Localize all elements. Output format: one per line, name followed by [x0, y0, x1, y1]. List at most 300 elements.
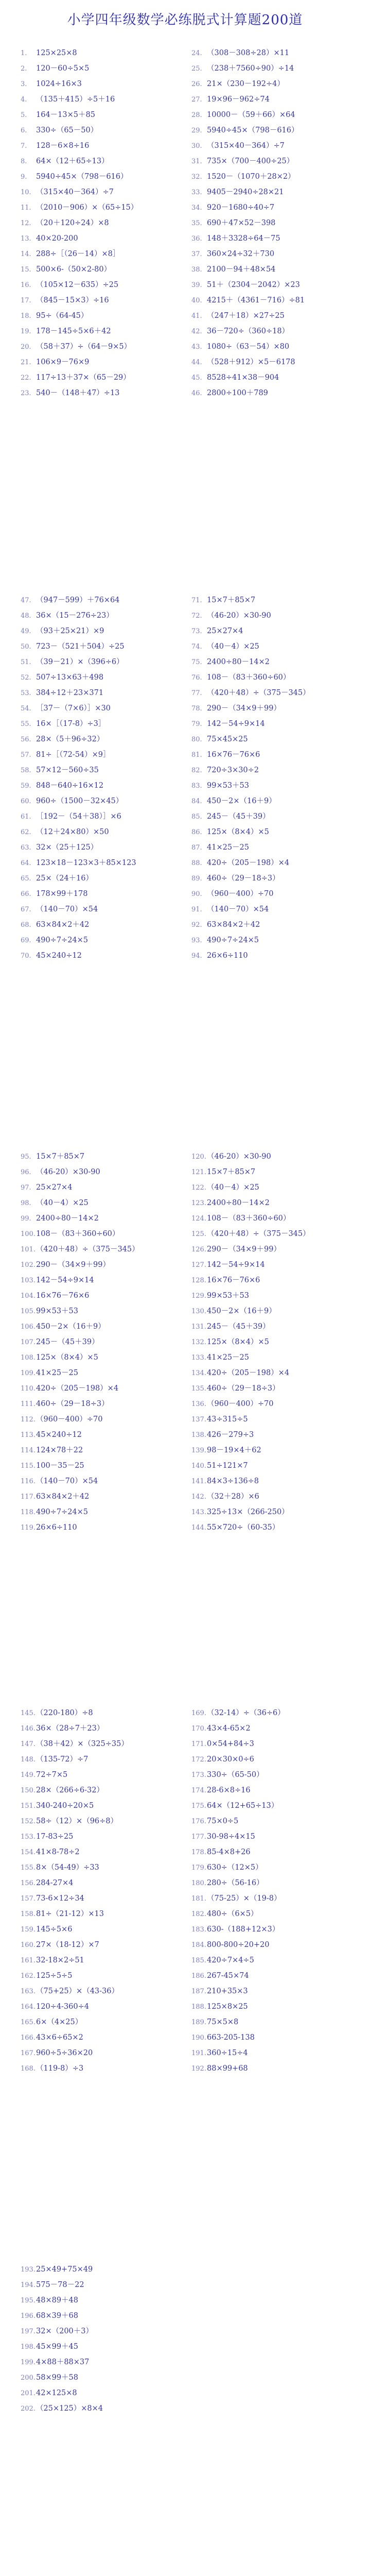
problem-item — [191, 1829, 356, 1844]
problem-expression: （40－4）×25 — [207, 1183, 259, 1192]
problem-item — [21, 246, 175, 262]
problem-expression: 32×（200＋3） — [36, 2327, 94, 2335]
problem-number: 119. — [21, 1524, 36, 1532]
problem-item — [191, 200, 356, 215]
problem-item — [21, 1164, 175, 1180]
problem-expression: 73-6×12÷34 — [36, 1894, 84, 1903]
problem-expression: （960－400）÷70 — [36, 1415, 103, 1423]
problem-expression: 36×（28÷7＋23） — [36, 1724, 104, 1733]
problem-number: 99. — [21, 1215, 31, 1223]
problem-expression: 663-205-138 — [207, 2033, 255, 2042]
problem-number: 118. — [21, 1509, 36, 1516]
problem-item — [191, 933, 356, 948]
problem-number: 64. — [21, 859, 31, 867]
problem-number: 21. — [21, 359, 31, 366]
problem-number: 168. — [21, 2065, 36, 2073]
problem-expression: 81÷（21-12）×13 — [36, 1910, 104, 1918]
problem-number: 66. — [21, 890, 31, 898]
problem-expression: 420÷（205－198）×4 — [36, 1384, 119, 1393]
problem-expression: 58×99＋58 — [36, 2374, 79, 2382]
problem-expression: （140－70）×54 — [36, 905, 98, 913]
problem-number: 7. — [21, 142, 27, 150]
problem-number: 159. — [21, 1926, 36, 1934]
problem-item — [21, 1922, 175, 1937]
problem-expression: 43÷315÷5 — [207, 1415, 248, 1423]
problem-expression: 145÷5×6 — [36, 1925, 73, 1934]
problem-expression: 267-45×74 — [207, 1972, 249, 1980]
problem-number: 87. — [191, 844, 202, 852]
problem-number: 199. — [21, 2359, 36, 2366]
problem-item — [191, 1257, 356, 1273]
problem-item — [21, 1473, 175, 1489]
problem-expression: （220-180）÷8 — [36, 1709, 93, 1717]
problem-expression: 32×（25＋125） — [36, 843, 98, 852]
problem-expression: 290－（34×9＋99） — [207, 704, 281, 713]
problem-expression: 26×6÷110 — [207, 952, 248, 960]
problem-item — [21, 123, 175, 138]
problem-expression: （58＋37）÷（64－9×5） — [36, 343, 132, 351]
problem-expression: （960－400）÷70 — [207, 1400, 274, 1408]
problem-item — [21, 1860, 175, 1875]
problem-item — [21, 1350, 175, 1365]
problem-item — [21, 215, 175, 231]
problem-item — [191, 324, 356, 339]
problem-item — [21, 1814, 175, 1829]
problem-expression: 330÷（65-50） — [207, 1771, 264, 1779]
problem-expression: 630-（188+12×3） — [207, 1925, 280, 1934]
problem-expression: 178－145÷5×6＋42 — [36, 327, 111, 335]
problem-number: 65. — [21, 875, 31, 883]
problem-expression: 16×76－76×6 — [36, 1292, 90, 1300]
problem-item — [191, 1443, 356, 1458]
problem-item — [21, 61, 175, 76]
problem-number: 178. — [191, 1849, 206, 1856]
problem-expression: 25×（24＋16） — [36, 874, 94, 883]
problem-number: 124. — [191, 1215, 206, 1223]
problem-expression: 19×96－962÷74 — [207, 95, 270, 104]
problem-item — [21, 1721, 175, 1736]
problem-number: 111. — [21, 1400, 36, 1408]
problem-expression: 16×76－76×6 — [207, 751, 260, 759]
problem-expression: 64×（12＋65÷13） — [36, 157, 109, 165]
problem-item — [191, 1752, 356, 1767]
problem-number: 157. — [21, 1895, 36, 1903]
problem-item — [191, 1984, 356, 1999]
problem-expression: 2400÷80－14×2 — [207, 658, 270, 666]
problem-number: 24. — [191, 49, 202, 57]
problem-expression: 43×4-65×2 — [207, 1724, 251, 1733]
problem-item — [191, 948, 356, 963]
problem-number: 33. — [191, 189, 202, 196]
problem-number: 63. — [21, 844, 31, 852]
problem-number: 156. — [21, 1879, 36, 1887]
problem-item — [21, 1365, 175, 1381]
problem-number: 198. — [21, 2343, 36, 2351]
problem-number: 115. — [21, 1462, 36, 1470]
problem-column-right — [191, 1705, 356, 2076]
problem-item — [21, 1891, 175, 1906]
problem-expression: 40×20-200 — [36, 234, 78, 243]
problem-number: 26. — [191, 80, 202, 88]
problem-expression: （845－15×3）÷16 — [36, 296, 109, 304]
problem-item — [191, 2014, 356, 2030]
problem-expression: 125×（8×4）×5 — [207, 828, 269, 836]
problem-expression: 99×53＋53 — [207, 782, 250, 790]
problem-item — [21, 293, 175, 308]
problem-number: 48. — [21, 612, 31, 620]
problem-item — [191, 1319, 356, 1334]
problem-expression: （960－400）÷70 — [207, 890, 274, 898]
problem-expression: 490÷7÷24×5 — [36, 1508, 89, 1516]
problem-item — [21, 1334, 175, 1350]
problem-item — [21, 107, 175, 123]
problem-expression: （105×12－635）÷25 — [36, 281, 119, 289]
problem-column-left — [21, 45, 175, 401]
problem-expression: 540－（148＋47）÷13 — [36, 389, 120, 397]
problem-number: 132. — [191, 1338, 206, 1346]
problem-number: 36. — [191, 235, 202, 243]
problem-expression: 142－54÷9×14 — [207, 1261, 265, 1269]
problem-expression: （38＋42）×（325÷35） — [36, 1740, 129, 1748]
problem-item — [21, 2308, 175, 2324]
problem-expression: 99×53＋53 — [36, 1307, 79, 1315]
problem-number: 136. — [191, 1400, 206, 1408]
problem-expression: （2010－906）×（65÷15） — [36, 204, 138, 212]
problem-item — [21, 2030, 175, 2045]
problem-number: 161. — [21, 1957, 36, 1964]
problem-item — [191, 1844, 356, 1860]
problem-number: 153. — [21, 1833, 36, 1841]
problem-item — [21, 169, 175, 184]
problem-item — [21, 1736, 175, 1752]
problem-number: 62. — [21, 828, 31, 836]
problem-number: 61. — [21, 813, 31, 821]
problem-number: 94. — [191, 952, 202, 960]
problem-expression: 28×（5＋96÷32） — [36, 735, 104, 743]
problem-expression: 100－35－25 — [36, 1462, 84, 1470]
problem-item — [21, 1443, 175, 1458]
problem-item — [191, 1937, 356, 1953]
problem-number: 141. — [191, 1478, 206, 1485]
problem-number: 15. — [21, 266, 31, 274]
problem-item — [21, 716, 175, 732]
problem-number: 16. — [21, 281, 31, 289]
problem-expression: 420÷（205－198）×4 — [207, 859, 290, 867]
problem-number: 116. — [21, 1478, 36, 1485]
problem-item — [191, 1783, 356, 1798]
problem-number: 17. — [21, 297, 31, 304]
problem-expression: 480÷（6×5） — [207, 1910, 258, 1918]
problem-expression: （947－599）＋76×64 — [36, 596, 120, 604]
problem-number: 73. — [191, 628, 202, 635]
problem-item — [21, 2293, 175, 2308]
problem-number: 149. — [21, 1771, 36, 1779]
problem-item — [21, 933, 175, 948]
problem-expression: 490÷7÷24×5 — [207, 936, 259, 944]
problem-expression: 58÷（12）×（96÷8） — [36, 1817, 118, 1825]
problem-expression: （315×40－364）÷7 — [207, 142, 285, 150]
problem-item — [21, 917, 175, 933]
problem-item — [21, 809, 175, 824]
problem-expression: 32-18×2÷51 — [36, 1956, 84, 1964]
problem-number: 179. — [191, 1864, 206, 1872]
problem-item — [21, 262, 175, 277]
problem-number: 97. — [21, 1184, 31, 1192]
problem-number: 113. — [21, 1431, 36, 1439]
problem-item — [21, 385, 175, 401]
problem-number: 151. — [21, 1802, 36, 1810]
problem-number: 27. — [191, 96, 202, 104]
problem-item — [191, 1303, 356, 1319]
problem-item — [191, 639, 356, 654]
problem-expression: 41×8-78÷2 — [36, 1848, 80, 1856]
problem-expression: 63×84×2＋42 — [36, 1493, 90, 1501]
problem-expression: 48×89＋48 — [36, 2296, 79, 2304]
problem-number: 14. — [21, 250, 31, 258]
problem-number: 150. — [21, 1787, 36, 1794]
problem-number: 126. — [191, 1246, 206, 1253]
problem-expression: （46-20）×30-90 — [207, 1153, 271, 1161]
problem-number: 175. — [191, 1802, 206, 1810]
problem-expression: 360×24÷32＋730 — [207, 250, 275, 258]
problem-number: 85. — [191, 813, 202, 821]
problem-expression: （32＋28）×6 — [207, 1493, 259, 1501]
problem-expression: 125×8×25 — [207, 2003, 248, 2011]
problem-item — [21, 1427, 175, 1443]
problem-item — [21, 948, 175, 963]
problem-item — [21, 1798, 175, 1814]
problem-number: 59. — [21, 782, 31, 790]
problem-number: 6. — [21, 127, 27, 134]
problem-number: 58. — [21, 767, 31, 774]
problem-number: 35. — [191, 219, 202, 227]
problem-item — [191, 1968, 356, 1984]
problem-number: 93. — [191, 937, 202, 944]
problem-number: 128. — [191, 1277, 206, 1284]
problem-expression: 125÷5÷5 — [36, 1972, 73, 1980]
problem-expression: 420÷（205－198）×4 — [207, 1369, 290, 1377]
problem-expression: （40－4）×25 — [207, 642, 259, 651]
problem-item — [191, 1473, 356, 1489]
problem-item — [21, 2370, 175, 2385]
problem-expression: 63×84×2＋42 — [36, 921, 90, 929]
problem-number: 148. — [21, 1756, 36, 1764]
problem-item — [191, 608, 356, 623]
problem-expression: 88×99+68 — [207, 2064, 248, 2073]
problem-expression: 507÷13×63＋498 — [36, 673, 104, 682]
problem-item — [191, 1350, 356, 1365]
problem-expression: 55×720÷（60-35） — [207, 1523, 280, 1532]
problem-expression: 68×39＋68 — [36, 2312, 79, 2320]
problem-item — [21, 902, 175, 917]
problem-number: 19. — [21, 328, 31, 335]
problem-number: 34. — [191, 204, 202, 212]
problem-number: 95. — [21, 1153, 31, 1161]
problem-expression: （40－4）×25 — [36, 1199, 89, 1207]
problem-column-right — [191, 45, 356, 401]
problem-number: 174. — [191, 1787, 206, 1794]
problem-item — [21, 1319, 175, 1334]
problem-item — [21, 871, 175, 886]
problem-item — [191, 1721, 356, 1736]
problem-item — [21, 685, 175, 701]
problem-expression: 36－720÷（360÷18） — [207, 327, 290, 335]
problem-item — [21, 154, 175, 169]
problem-item — [191, 2061, 356, 2076]
problem-expression: （528＋912）×5－6178 — [207, 358, 295, 366]
problem-expression: 8528÷41×38－904 — [207, 374, 279, 382]
problem-item — [21, 654, 175, 670]
problem-item — [191, 1396, 356, 1412]
problem-number: 56. — [21, 736, 31, 743]
problem-number: 3. — [21, 80, 27, 88]
problem-item — [21, 1767, 175, 1783]
problem-expression: 9405－2940÷28×21 — [207, 188, 284, 196]
problem-item — [21, 1504, 175, 1520]
problem-item — [21, 1396, 175, 1412]
problem-number: 105. — [21, 1308, 36, 1315]
problem-number: 25. — [191, 65, 202, 73]
problem-number: 190. — [191, 2034, 206, 2042]
problem-expression: 36×（15－276÷23） — [36, 612, 114, 620]
problem-number: 12. — [21, 219, 31, 227]
problem-number: 23. — [21, 389, 31, 397]
problem-item — [21, 1906, 175, 1922]
problem-item — [21, 2061, 175, 2076]
problem-expression: 20×30×0÷6 — [207, 1755, 254, 1764]
problem-number: 182. — [191, 1910, 206, 1918]
problem-expression: 15×7＋85×7 — [207, 1168, 256, 1176]
problem-item — [191, 793, 356, 809]
problem-number: 152. — [21, 1818, 36, 1825]
problem-column-right — [191, 1149, 356, 1535]
problem-item — [21, 2339, 175, 2354]
problem-number: 187. — [191, 1988, 206, 1995]
problem-item — [21, 778, 175, 793]
problem-item — [191, 1520, 356, 1535]
problem-number: 163. — [21, 1988, 36, 1995]
problem-item — [21, 1288, 175, 1303]
problem-expression: 41×25－25 — [36, 1369, 79, 1377]
problem-item — [21, 762, 175, 778]
problem-expression: 106×9－76×9 — [36, 358, 90, 366]
problem-number: 162. — [21, 1972, 36, 1980]
problem-expression: 800-800÷20+20 — [207, 1941, 270, 1949]
problem-number: 22. — [21, 374, 31, 382]
problem-item — [191, 886, 356, 902]
problem-item — [21, 1953, 175, 1968]
problem-expression: 690＋47×52－398 — [207, 219, 276, 227]
problem-number: 101. — [21, 1246, 36, 1253]
problem-item — [21, 732, 175, 747]
problem-expression: 30-98÷4×15 — [207, 1833, 255, 1841]
problem-item — [21, 2324, 175, 2339]
problem-item — [191, 1504, 356, 1520]
problem-number: 160. — [21, 1941, 36, 1949]
problem-item — [191, 1875, 356, 1891]
problem-item — [191, 2045, 356, 2061]
problem-expression: 288÷［（26－14）×8］ — [36, 250, 120, 258]
problem-item — [191, 1180, 356, 1195]
problem-number: 144. — [191, 1524, 206, 1532]
problem-item — [191, 1906, 356, 1922]
problem-number: 68. — [21, 921, 31, 929]
problem-item — [21, 1705, 175, 1721]
problem-item — [191, 1226, 356, 1242]
problem-number: 130. — [191, 1308, 206, 1315]
problem-number: 71. — [191, 597, 202, 604]
problem-expression: 920－1680÷40÷7 — [207, 204, 275, 212]
problem-item — [21, 1844, 175, 1860]
problem-item — [21, 1984, 175, 1999]
problem-expression: 25×27×4 — [36, 1183, 73, 1192]
problem-item — [21, 1783, 175, 1798]
problem-number: 166. — [21, 2034, 36, 2042]
problem-number: 32. — [191, 173, 202, 181]
problem-expression: 27×（18-12）×7 — [36, 1941, 99, 1949]
problem-expression: 1024÷16×3 — [36, 80, 82, 88]
problem-item — [191, 592, 356, 608]
problem-expression: （420＋48）÷（375－345） — [207, 689, 310, 697]
problem-number: 53. — [21, 689, 31, 697]
problem-expression: 45×99＋45 — [36, 2343, 79, 2351]
problem-number: 70. — [21, 952, 31, 960]
problem-number: 89. — [191, 875, 202, 883]
problem-expression: 95÷（64-45） — [36, 312, 89, 320]
problem-expression: 245－（45＋39） — [36, 1338, 99, 1346]
problem-expression: 75×5×8 — [207, 2018, 239, 2026]
problem-item — [191, 840, 356, 855]
problem-number: 122. — [191, 1184, 206, 1192]
problem-number: 117. — [21, 1493, 36, 1501]
problem-number: 52. — [21, 674, 31, 682]
problem-item — [21, 1242, 175, 1257]
problem-expression: 360÷15÷4 — [207, 2049, 248, 2057]
problem-expression: （46-20）×30-90 — [36, 1168, 100, 1176]
problem-item — [191, 1334, 356, 1350]
problem-expression: 420÷7×4÷5 — [207, 1956, 254, 1964]
problem-number: 38. — [191, 266, 202, 274]
problem-number: 39. — [191, 281, 202, 289]
problem-number: 194. — [21, 2281, 36, 2289]
problem-item — [191, 1891, 356, 1906]
problem-number: 167. — [21, 2049, 36, 2057]
problem-expression: 6×（4×25） — [36, 2018, 83, 2026]
problem-item — [21, 1273, 175, 1288]
problem-expression: 630÷（12×5） — [207, 1863, 263, 1872]
problem-number: 180. — [191, 1879, 206, 1887]
problem-number: 154. — [21, 1849, 36, 1856]
problem-number: 54. — [21, 705, 31, 713]
problem-expression: （12＋24×80）×50 — [36, 828, 109, 836]
problem-number: 197. — [21, 2328, 36, 2335]
problem-number: 195. — [21, 2297, 36, 2304]
problem-number: 185. — [191, 1957, 206, 1964]
problem-expression: 98－19×4＋62 — [207, 1446, 261, 1454]
problem-number: 133. — [191, 1354, 206, 1362]
problem-expression: （140－70）×54 — [207, 905, 269, 913]
problem-item — [191, 1458, 356, 1473]
problem-expression: 41×25－25 — [207, 1353, 250, 1362]
problem-expression: （93＋25×21）×9 — [36, 627, 104, 635]
problem-number: 139. — [191, 1447, 206, 1454]
problem-number: 84. — [191, 798, 202, 805]
problem-number: 76. — [191, 674, 202, 682]
problem-item — [21, 793, 175, 809]
problem-number: 120. — [191, 1153, 206, 1161]
problem-expression: 8×（54-49）÷33 — [36, 1863, 99, 1872]
problem-number: 1. — [21, 49, 27, 57]
